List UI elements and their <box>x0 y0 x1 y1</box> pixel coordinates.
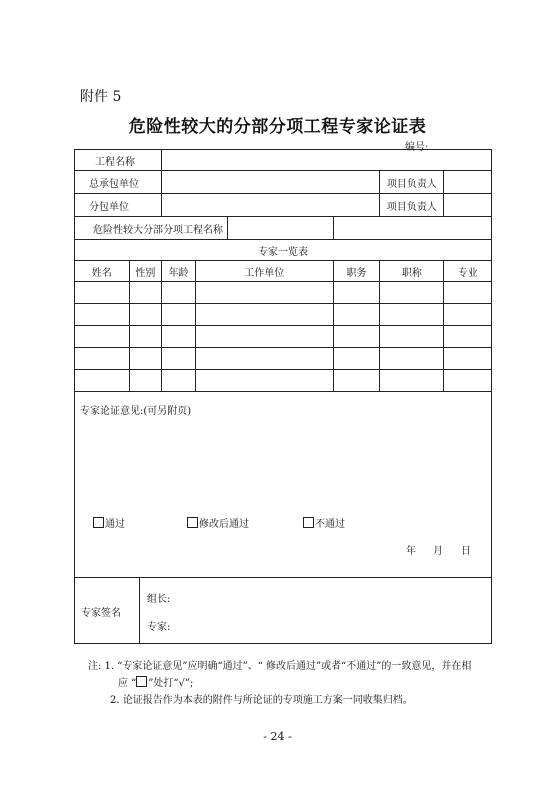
row-opinion <box>75 392 492 578</box>
col-age: 年龄 <box>162 261 196 282</box>
row-subcontractor <box>75 194 492 217</box>
option-pass-after-revision[interactable]: 修改后通过 <box>187 515 249 530</box>
checkbox-icon <box>136 676 147 687</box>
project-manager-value-1[interactable] <box>444 171 492 194</box>
checkbox-icon[interactable] <box>93 517 104 528</box>
project-name-value[interactable] <box>162 150 492 171</box>
row-general-contractor <box>75 171 492 194</box>
general-contractor-value[interactable] <box>162 171 380 194</box>
attachment-label: 附件 5 <box>80 89 122 105</box>
note-1: 注: 1. “专家论证意见”应明确“通过”、“ 修改后通过”或者“不通过”的一致意见，并在相 <box>88 661 472 672</box>
project-manager-label-1: 项目负责人 <box>380 171 444 194</box>
opinion-section[interactable] <box>75 392 492 578</box>
date-month: 月 <box>433 546 443 557</box>
col-gender: 性别 <box>129 261 162 282</box>
col-workplace: 工作单位 <box>195 261 333 282</box>
subcontractor-value[interactable] <box>162 194 380 217</box>
table-row <box>75 326 492 348</box>
dangerous-project-value[interactable] <box>333 217 491 240</box>
checkbox-icon[interactable] <box>187 517 198 528</box>
subcontractor-label: 分包单位 <box>75 194 162 217</box>
expert-table-header <box>75 261 492 282</box>
col-specialty: 专业 <box>444 261 492 282</box>
row-dangerous-project <box>75 217 492 240</box>
row-project-name <box>75 150 492 171</box>
expert-list-title: 专家一览表 <box>75 240 492 261</box>
signature-label: 专家签名 <box>81 608 121 619</box>
table-row <box>75 370 492 392</box>
table-row <box>75 282 492 304</box>
experts-label[interactable]: 专家: <box>147 622 171 633</box>
page-number: - 24 - <box>263 730 292 743</box>
option-pass[interactable]: 通过 <box>93 515 125 530</box>
row-signature <box>75 578 492 644</box>
col-title: 职称 <box>380 261 444 282</box>
opinion-label: 专家论证意见:(可另附页) <box>80 406 192 417</box>
row-expert-list-title <box>75 240 492 261</box>
expert-review-form <box>74 149 492 644</box>
table-row <box>75 304 492 326</box>
notes <box>88 658 471 709</box>
col-name: 姓名 <box>75 261 130 282</box>
leader-label[interactable]: 组长: <box>147 594 171 605</box>
table-row <box>75 348 492 370</box>
project-manager-value-2[interactable] <box>444 194 492 217</box>
dangerous-project-label: 危险性较大分部分项工程名称 <box>75 217 334 240</box>
date-year: 年 <box>406 546 416 557</box>
project-name-label: 工程名称 <box>75 150 162 171</box>
date-day: 日 <box>461 546 471 557</box>
option-fail[interactable]: 不通过 <box>303 515 345 530</box>
note-2: 2. 论证报告作为本表的附件与所论证的专项施工方案一同收集归档。 <box>110 695 413 706</box>
number-label: 编号: <box>405 142 429 153</box>
general-contractor-label: 总承包单位 <box>75 171 162 194</box>
checkbox-icon[interactable] <box>303 517 314 528</box>
signature-section <box>75 578 492 644</box>
project-manager-label-2: 项目负责人 <box>380 194 444 217</box>
col-position: 职务 <box>333 261 380 282</box>
form-title: 危险性较大的分部分项工程专家论证表 <box>128 117 427 137</box>
note-1-cont: 应 “ ”处打“√”; <box>118 678 194 689</box>
